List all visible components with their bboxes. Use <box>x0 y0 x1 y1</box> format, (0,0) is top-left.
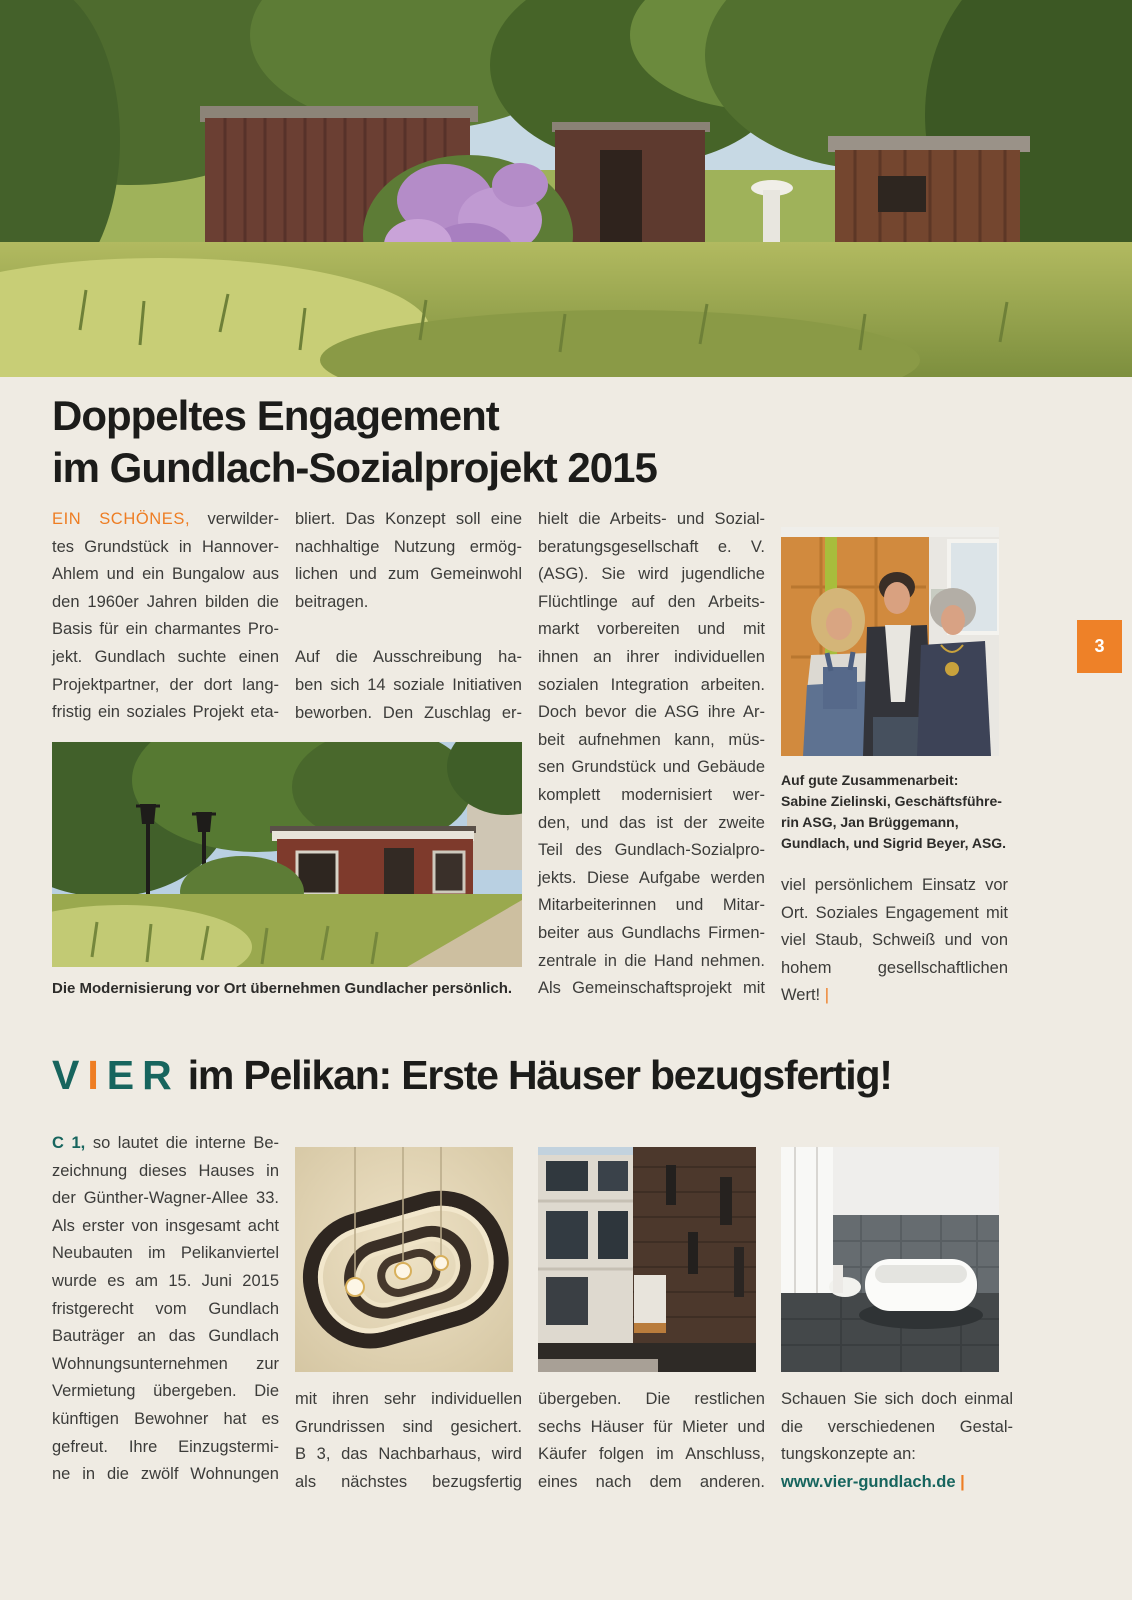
text-line: Käufer folgen im Anschluss, <box>538 1445 765 1464</box>
hero-photo <box>0 0 1132 377</box>
article1-column2-paragraph1 <box>295 506 522 616</box>
page-number-badge <box>1077 620 1122 673</box>
text-line: beratungsgesellschaft e. V. <box>538 537 765 556</box>
article2-column4-text <box>781 1386 1013 1469</box>
text-line: Neubauten im Pelikanviertel <box>52 1244 279 1263</box>
staircase-photo <box>295 1147 513 1372</box>
article2-column3 <box>538 1386 765 1496</box>
text-line: Als Gemeinschaftsprojekt mit <box>538 979 765 998</box>
text-line: wurde es am 15. Juni 2015 <box>52 1271 279 1290</box>
article1-column3 <box>538 506 765 1003</box>
text-line: zeichnung dieses Hauses in <box>52 1161 279 1180</box>
text-line: beworben. Den Zuschlag er- <box>295 703 522 722</box>
text-line: tungskonzepte an: <box>781 1445 916 1464</box>
spiral-staircase-photo <box>295 1147 513 1372</box>
overgrown-garden-photo <box>0 0 1132 377</box>
website-line <box>781 1469 1013 1497</box>
text-line: Auf gute Zusammenarbeit: <box>781 772 959 788</box>
article1-column2 <box>295 506 522 727</box>
vier-letter-v: V <box>52 1052 79 1098</box>
text-line: Vermietung übergeben. Die <box>52 1382 279 1401</box>
text-line: Projektpartner, der dort lang- <box>52 675 279 694</box>
text-line: Als erster von insgesamt acht <box>52 1216 279 1235</box>
text-line: beiter aus Gundlachs Firmen- <box>538 923 765 942</box>
article1-lead-in: EIN SCHÖNES, <box>52 510 191 528</box>
article1-title <box>52 390 657 494</box>
text-line: hielt die Arbeits- und Sozial- <box>538 510 765 528</box>
article2-column2-text <box>295 1386 522 1496</box>
article2-column2 <box>295 1386 522 1496</box>
text-line: Mitarbeiterinnen und Mitar- <box>538 896 765 915</box>
text-line: zentrale in die Hand nehmen. <box>538 951 765 970</box>
article1-column2-paragraph2 <box>295 644 522 727</box>
text-line: sen Grundstück und Gebäude <box>538 758 765 777</box>
text-line: sozialen Integration arbeiten. <box>538 675 765 694</box>
website-link[interactable]: www.vier-gundlach.de <box>781 1472 956 1491</box>
text-line: den 1960er Jahren bilden die <box>52 592 279 611</box>
article2-column1 <box>52 1130 279 1489</box>
text-line: nachhaltige Nutzung ermög- <box>295 537 522 556</box>
text-line: ne in die zwölf Wohnungen <box>52 1465 279 1484</box>
garden-photo-caption: Die Modernisierung vor Ort übernehmen Gundlacher persönlich. <box>52 980 513 997</box>
text-line: der Günther-Wagner-Allee 33. <box>52 1189 279 1208</box>
text-line: sechs Häuser für Mieter und <box>538 1417 765 1436</box>
text-line: als nächstes bezugsfertig <box>295 1472 522 1491</box>
text-line: komplett modernisiert wer- <box>538 785 765 804</box>
text-line: (ASG). Sie wird jugendliche <box>538 565 765 584</box>
text-line: den, und das ist der zweite <box>538 813 765 832</box>
article2-end-mark: | <box>960 1472 965 1491</box>
facade-photo <box>538 1147 756 1372</box>
text-line: beitragen. <box>295 592 369 611</box>
article2-lead-line <box>52 1130 279 1158</box>
article2-column1-text <box>52 1158 279 1489</box>
text-line: viel Staub, Schweiß und von <box>781 931 1008 950</box>
garden-photo <box>52 742 522 967</box>
article1-column3-text <box>538 506 765 1003</box>
text-line: markt vorbereiten und mit <box>538 620 765 639</box>
article1-last-words: Wert! <box>781 986 821 1005</box>
text-line: gefreut. Ihre Einzugstermi- <box>52 1437 279 1456</box>
article1-lead-line-rest: verwilder- <box>207 510 279 528</box>
text-line: Auf die Ausschreibung ha- <box>295 648 522 667</box>
text-line: Gundlach, und Sigrid Beyer, ASG. <box>781 835 1007 851</box>
article1-last-line <box>781 982 1008 1010</box>
text-line: hohem gesellschaftlichen <box>781 958 1008 977</box>
text-line: Doch bevor die ASG ihre Ar- <box>538 703 765 722</box>
people-photo-caption <box>781 770 1013 854</box>
text-line: Flüchtlinge auf den Arbeits- <box>538 592 765 611</box>
text-line: mit ihren sehr individuellen <box>295 1390 522 1408</box>
bathroom-photo <box>781 1147 999 1372</box>
text-line: Teil des Gundlach-Sozialpro- <box>538 841 765 860</box>
article1-title-line1: Doppeltes Engagement <box>52 392 499 439</box>
article2-title <box>52 1052 892 1099</box>
text-line: B 3, das Nachbarhaus, wird <box>295 1445 522 1464</box>
text-line: lichen und zum Gemeinwohl <box>295 565 522 584</box>
text-line: eines nach dem anderen. <box>538 1472 765 1491</box>
garden-bungalow-photo <box>52 742 522 967</box>
text-line: Grundrissen sind gesichert. <box>295 1417 522 1436</box>
article2-column3-text <box>538 1386 765 1496</box>
text-line: Ahlem und ein Bungalow aus <box>52 565 279 584</box>
text-line: rin ASG, Jan Brüggemann, <box>781 814 959 830</box>
article2-column4 <box>781 1386 1013 1496</box>
article-end-mark: | <box>824 986 830 1005</box>
article2-title-vier <box>52 1052 180 1098</box>
group-portrait-photo <box>781 527 999 756</box>
article1-column4 <box>781 872 1008 1010</box>
text-line: Sabine Zielinski, Geschäftsführe- <box>781 793 1002 809</box>
article1-column4-text <box>781 872 1008 982</box>
article1-column1 <box>52 506 279 727</box>
text-line: ihnen an ihrer individuellen <box>538 647 765 666</box>
text-line: künftigen Bewohner hat es <box>52 1409 279 1428</box>
text-line: fristgerecht vom Gundlach <box>52 1299 279 1318</box>
text-line: viel persönlichem Einsatz vor <box>781 876 1008 894</box>
vier-letter-e: E <box>106 1052 134 1098</box>
people-photo <box>781 527 999 756</box>
text-line: ben sich 14 soziale Initiativen <box>295 675 522 694</box>
text-line: tes Grundstück in Hannover- <box>52 537 279 556</box>
vier-letter-r: R <box>142 1052 171 1098</box>
article1-column1-text <box>52 534 279 727</box>
text-line: jekts. Diese Aufgabe werden <box>538 868 765 887</box>
text-line: Bauträger an das Gundlach <box>52 1327 279 1346</box>
vier-letter-i: I <box>87 1052 98 1098</box>
bathtub-photo <box>781 1147 999 1372</box>
text-line: beit aufnehmen kann, müs- <box>538 730 765 749</box>
article2-lead-in: C 1, <box>52 1134 86 1152</box>
text-line: Ort. Soziales Engagement mit <box>781 903 1008 922</box>
text-line: übergeben. Die restlichen <box>538 1390 765 1408</box>
text-line: bliert. Das Konzept soll eine <box>295 510 522 528</box>
article1-title-line2: im Gundlach-Sozialprojekt 2015 <box>52 444 657 491</box>
text-line: Schauen Sie sich doch einmal <box>781 1390 1013 1408</box>
text-line: Wohnungsunternehmen zur <box>52 1354 279 1373</box>
article2-lead-line-rest: so lautet die interne Be- <box>92 1134 279 1152</box>
text-line: Basis für ein charmantes Pro- <box>52 620 279 639</box>
text-line: die verschiedenen Gestal- <box>781 1417 1013 1436</box>
text-line: fristig ein soziales Projekt eta- <box>52 703 279 722</box>
article1-lead-line <box>52 506 279 534</box>
page-number: 3 <box>1094 636 1105 656</box>
text-line: jekt. Gundlach suchte einen <box>52 647 279 666</box>
brick-houses-photo <box>538 1147 756 1372</box>
article2-title-rest: im Pelikan: Erste Häuser bezugsfertig! <box>187 1052 892 1098</box>
